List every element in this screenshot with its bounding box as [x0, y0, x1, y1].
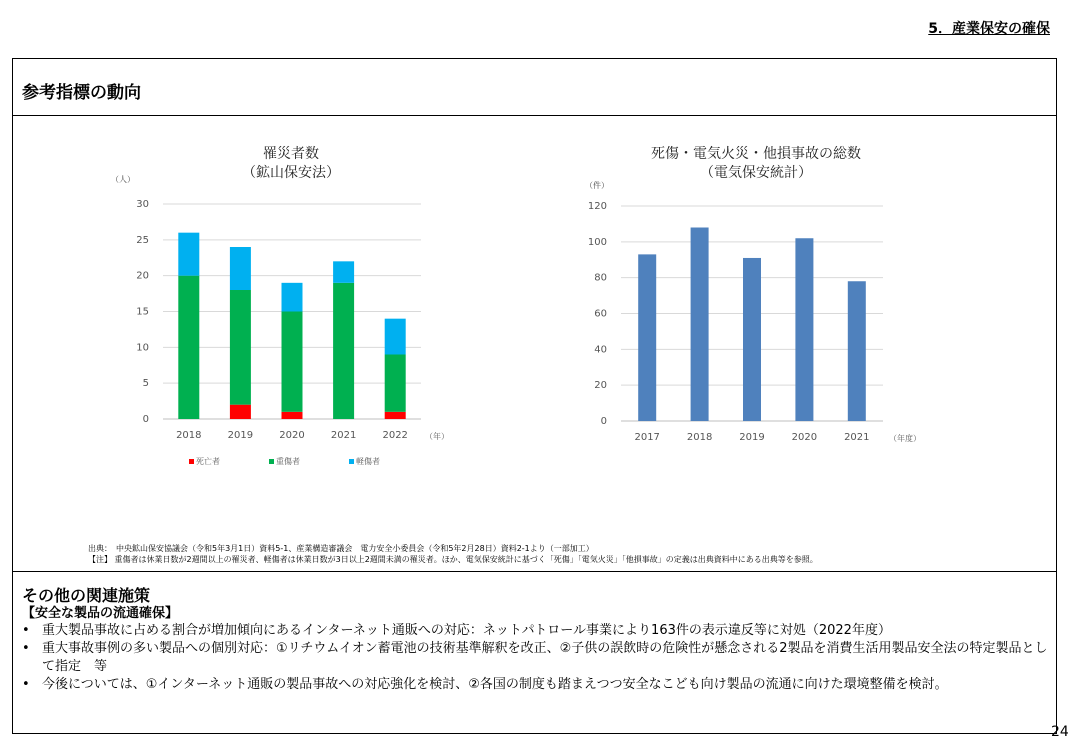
y-tick-label: 0 [142, 414, 149, 425]
bar [230, 290, 251, 405]
bar [178, 233, 199, 276]
y-tick-label: 0 [600, 416, 607, 427]
legend-swatch [349, 459, 354, 464]
definition-note: 【注】 重傷者は休業日数が2週間以上の罹災者、軽傷者は休業日数が3日以上2週間未満の罹災者。ほか、電気保安統計に基づく「死傷」「電気火災」「他損事故」の定義は出典資料中にある出典等を参照。 [88, 555, 818, 564]
y-tick-label: 20 [594, 380, 607, 392]
bar [178, 276, 199, 419]
y-unit-label: （件） [585, 181, 609, 190]
bar [385, 412, 406, 419]
x-tick-label: 2019 [227, 430, 254, 441]
y-tick-label: 25 [136, 234, 149, 246]
bar [795, 238, 813, 421]
y-tick-label: 60 [594, 308, 607, 320]
legend-label: 軽傷者 [356, 457, 380, 466]
chart-title: （電気保安統計） [700, 165, 812, 181]
x-tick-label: 2017 [634, 432, 660, 443]
legend-label: 死亡者 [196, 457, 220, 466]
y-tick-label: 15 [136, 306, 149, 318]
other-measures-title: その他の関連施策 [22, 586, 151, 605]
bar [848, 281, 866, 421]
x-tick-label: 2019 [739, 432, 765, 443]
panel-title-bar [13, 59, 1056, 116]
list-item [22, 640, 1052, 676]
x-unit-label: （年） [425, 432, 449, 441]
chart-area [13, 116, 1056, 572]
bar [282, 312, 303, 412]
x-tick-label: 2022 [382, 430, 408, 441]
bar [230, 247, 251, 290]
bar [282, 412, 303, 419]
x-unit-label: （年度） [889, 434, 921, 443]
other-measures-section [13, 571, 1056, 735]
panel-title: 参考指標の動向 [22, 83, 141, 103]
legend-swatch [269, 459, 274, 464]
y-tick-label: 10 [136, 342, 149, 354]
bullet-mark: • [22, 677, 30, 692]
bar [743, 258, 761, 421]
x-tick-label: 2020 [791, 432, 818, 443]
bar [385, 319, 406, 355]
chart-title: （鉱山保安法） [242, 165, 340, 181]
y-tick-label: 20 [136, 270, 149, 282]
legend-label: 重傷者 [276, 457, 300, 466]
list-item-text: 今後については、①インターネット通販の製品事故への対応強化を検討、②各国の制度も踏まえつつ安全なこども向け製品の流通に向けた環境整備を検討。 [42, 677, 948, 692]
chart-notes [88, 543, 818, 565]
page-number: 24 [1051, 724, 1069, 740]
bar [638, 254, 656, 421]
bar [691, 228, 709, 422]
bar [385, 355, 406, 412]
legend-swatch [189, 459, 194, 464]
y-unit-label: （人） [111, 175, 135, 184]
section-label: 5．産業保安の確保 [928, 21, 1050, 37]
y-tick-label: 40 [594, 344, 607, 356]
chart-title: 罹災者数 [263, 146, 319, 162]
y-tick-label: 30 [136, 199, 149, 210]
bar [282, 283, 303, 312]
y-tick-label: 80 [594, 272, 607, 284]
bar [230, 405, 251, 419]
bullet-mark: • [22, 623, 30, 638]
x-tick-label: 2018 [176, 430, 202, 441]
list-item-text: 重大製品事故に占める割合が増加傾向にあるインターネット通販への対応：ネットパトロール事業により163件の表示違反等に対処（2022年度） [42, 623, 891, 638]
list-item-text: 重大事故事例の多い製品への個別対応：①リチウムイオン蓄電池の技術基準解釈を改正、②子供の誤飲時の危険性が懸念される2製品を消費生活用製品安全法の特定製品として指定 等 [42, 641, 1048, 674]
x-tick-label: 2020 [279, 430, 305, 441]
x-tick-label: 2021 [844, 432, 870, 443]
bar [333, 283, 354, 419]
list-item [22, 622, 1052, 640]
bullet-mark: • [22, 641, 30, 656]
y-tick-label: 120 [587, 201, 607, 212]
x-tick-label: 2018 [686, 432, 713, 443]
other-measures-subtitle: 【安全な製品の流通確保】 [22, 606, 179, 621]
list-item [22, 676, 1052, 694]
content-frame [12, 58, 1057, 734]
x-tick-label: 2021 [330, 430, 357, 441]
charts-svg [13, 116, 1056, 536]
bar [333, 261, 354, 283]
chart-title: 死傷・電気火災・他損事故の総数 [651, 146, 861, 162]
source-note: 出典： 中央鉱山保安協議会（令和5年3月1日）資料5-1、産業構造審議会 電力安全小委員会（令和5年2月28日）資料2-1より（一部加工） [88, 544, 594, 553]
y-tick-label: 5 [142, 378, 149, 390]
measures-list [22, 622, 1052, 694]
y-tick-label: 100 [587, 236, 607, 248]
